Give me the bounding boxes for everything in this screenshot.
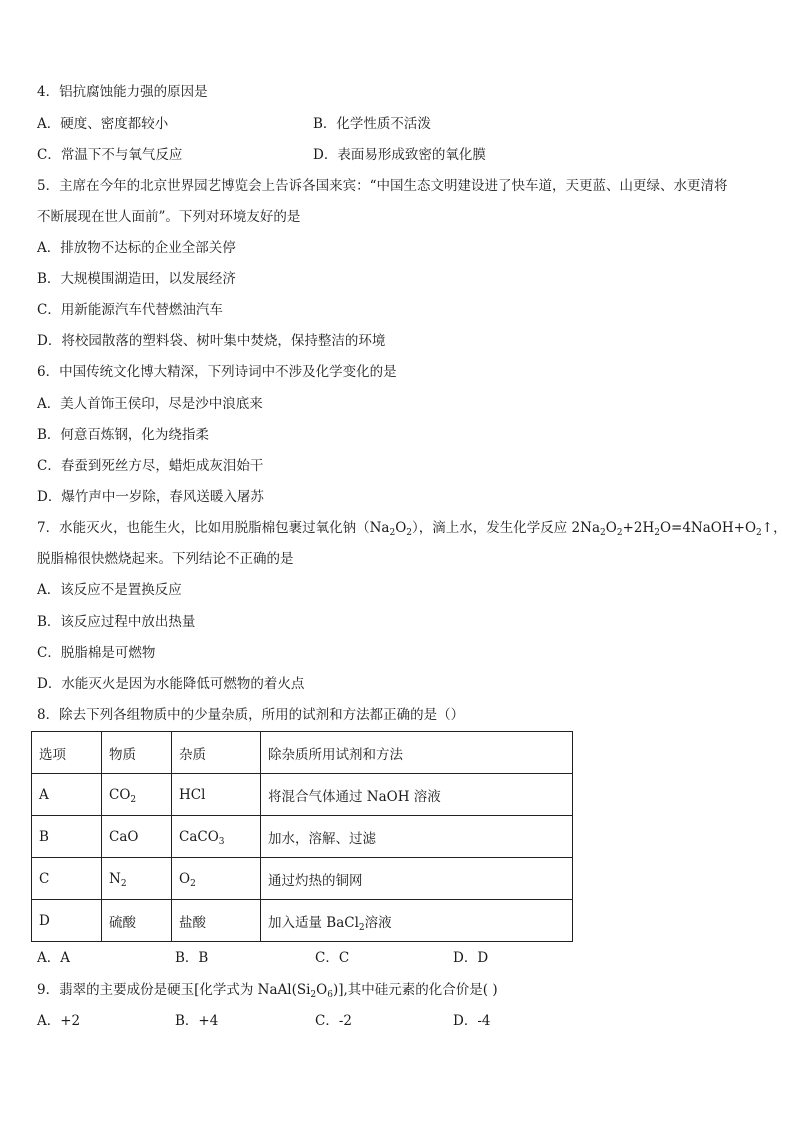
table-cell-substance	[102, 816, 172, 858]
formula: CaO	[109, 828, 139, 845]
q7-option-c: C．脱脂棉是可燃物	[37, 645, 156, 661]
q7-stem-part: O=4NaOH+O	[659, 520, 757, 536]
formula: N	[109, 870, 121, 887]
q5-option-c: C．用新能源汽车代替燃油汽车	[37, 302, 223, 318]
q7-stem-part: +2H	[622, 520, 655, 536]
table-cell-option: A	[32, 774, 102, 816]
q7-stem-line1	[37, 518, 787, 538]
q7-stem-part: 7．水能灭火，也能生火，比如用脱脂棉包裹过氧化钠（Na	[37, 520, 390, 536]
table-cell-option: B	[32, 816, 102, 858]
q8-table	[31, 731, 573, 942]
q9-stem-part: O	[316, 982, 328, 998]
table-cell-method	[261, 774, 573, 816]
subscript: 2	[310, 990, 317, 1000]
q7-stem-part: ），滴上水，发生化学反应 2Na	[412, 520, 600, 536]
q7-stem-part: O	[395, 520, 407, 536]
formula: O	[179, 870, 191, 887]
subscript: 2	[120, 878, 127, 889]
table-cell-method	[261, 900, 573, 942]
formula: HCl	[179, 786, 206, 803]
q9-stem	[37, 980, 498, 1000]
q7-option-d: D．水能灭火是因为水能降低可燃物的着火点	[37, 676, 305, 692]
q7-stem-part: ↑，	[761, 520, 787, 536]
formula: 硫酸	[109, 914, 136, 931]
subscript: 2	[654, 528, 660, 538]
subscript: 3	[218, 836, 225, 847]
q5-option-a: A．排放物不达标的企业全部关停	[37, 240, 236, 256]
q4-option-c: C．常温下不与氧气反应	[37, 147, 183, 163]
table-cell-method	[261, 858, 573, 900]
formula: 盐酸	[179, 914, 206, 931]
q8-option-d: D．D	[453, 950, 489, 966]
table-row	[32, 774, 573, 816]
table-cell-substance	[102, 900, 172, 942]
table-header-row	[32, 732, 573, 774]
table-cell-impurity	[172, 858, 261, 900]
table-cell-impurity	[172, 816, 261, 858]
q9-stem-part: 9．翡翠的主要成份是硬玉[化学式为 NaAl(Si	[37, 982, 311, 998]
method-text: 加入适量 BaCl	[268, 914, 359, 931]
q9-option-c: C．-2	[315, 1013, 352, 1029]
method-text: 将混合气体通过 NaOH 溶液	[268, 788, 441, 805]
table-cell-option: C	[32, 858, 102, 900]
q7-option-a: A．该反应不是置换反应	[37, 582, 182, 598]
table-cell-substance	[102, 774, 172, 816]
table-header-cell: 物质	[102, 732, 172, 774]
q9-stem-part: )],其中硅元素的化合价是( )	[332, 982, 498, 998]
subscript: 2	[190, 878, 196, 889]
method-text: 溶液	[364, 914, 392, 931]
q8-option-b: B．B	[175, 950, 209, 966]
table-cell-method	[261, 816, 573, 858]
q5-stem-line2: 不断展现在世人面前”。下列对环境友好的是	[37, 209, 301, 225]
table-row	[32, 816, 573, 858]
table-cell-impurity	[172, 900, 261, 942]
table-header-cell: 除杂质所用试剂和方法	[261, 732, 573, 774]
formula: CO	[109, 786, 131, 803]
subscript: 2	[389, 528, 396, 538]
q4-option-d: D．表面易形成致密的氧化膜	[313, 147, 486, 163]
table-cell-option: D	[32, 900, 102, 942]
q5-option-b: B．大规模围湖造田，以发展经济	[37, 271, 236, 287]
q6-option-d: D．爆竹声中一岁除，春风送暖入屠苏	[37, 489, 264, 505]
subscript: 2	[600, 528, 606, 538]
q9-option-b: B．+4	[175, 1013, 219, 1029]
q7-stem-part: O	[605, 520, 617, 536]
subscript: 2	[358, 922, 365, 933]
subscript: 2	[756, 528, 762, 538]
method-text: 加水，溶解、过滤	[268, 830, 376, 847]
table-header-cell: 杂质	[172, 732, 261, 774]
table-row	[32, 900, 573, 942]
q7-stem-line2: 脱脂棉很快燃烧起来。下列结论不正确的是	[37, 551, 294, 567]
subscript: 2	[130, 794, 137, 805]
table-cell-substance	[102, 858, 172, 900]
q7-option-b: B．该反应过程中放出热量	[37, 614, 196, 630]
q8-stem: 8．除去下列各组物质中的少量杂质，所用的试剂和方法都正确的是（）	[37, 707, 465, 723]
q6-stem: 6．中国传统文化博大精深，下列诗词中不涉及化学变化的是	[37, 364, 397, 380]
q5-option-d: D．将校园散落的塑料袋、树叶集中焚烧，保持整洁的环境	[37, 333, 386, 349]
q4-option-b: B．化学性质不活泼	[313, 116, 431, 132]
subscript: 2	[406, 528, 412, 538]
table-header-cell: 选项	[32, 732, 102, 774]
q4-option-a: A．硬度、密度都较小	[37, 116, 169, 132]
formula: CaCO	[179, 828, 219, 845]
q9-option-a: A．+2	[37, 1013, 81, 1029]
q6-option-b: B．何意百炼钢，化为绕指柔	[37, 427, 209, 443]
q8-option-a: A．A	[37, 950, 70, 966]
table-row	[32, 858, 573, 900]
method-text: 通过灼热的铜网	[268, 872, 363, 889]
q5-stem-line1: 5．主席在今年的北京世界园艺博览会上告诉各国来宾：“中国生态文明建设进了快车道，天更蓝、山更绿、水更清将	[37, 178, 728, 194]
subscript: 2	[616, 528, 623, 538]
q8-option-c: C．C	[315, 950, 350, 966]
subscript: 6	[327, 990, 333, 1000]
q6-option-c: C．春蚕到死丝方尽，蜡炬成灰泪始干	[37, 458, 264, 474]
table-cell-impurity	[172, 774, 261, 816]
q6-option-a: A．美人首饰王侯印，尽是沙中浪底来	[37, 396, 263, 412]
q4-stem: 4．铝抗腐蚀能力强的原因是	[37, 84, 208, 100]
q9-option-d: D．-4	[453, 1013, 491, 1029]
